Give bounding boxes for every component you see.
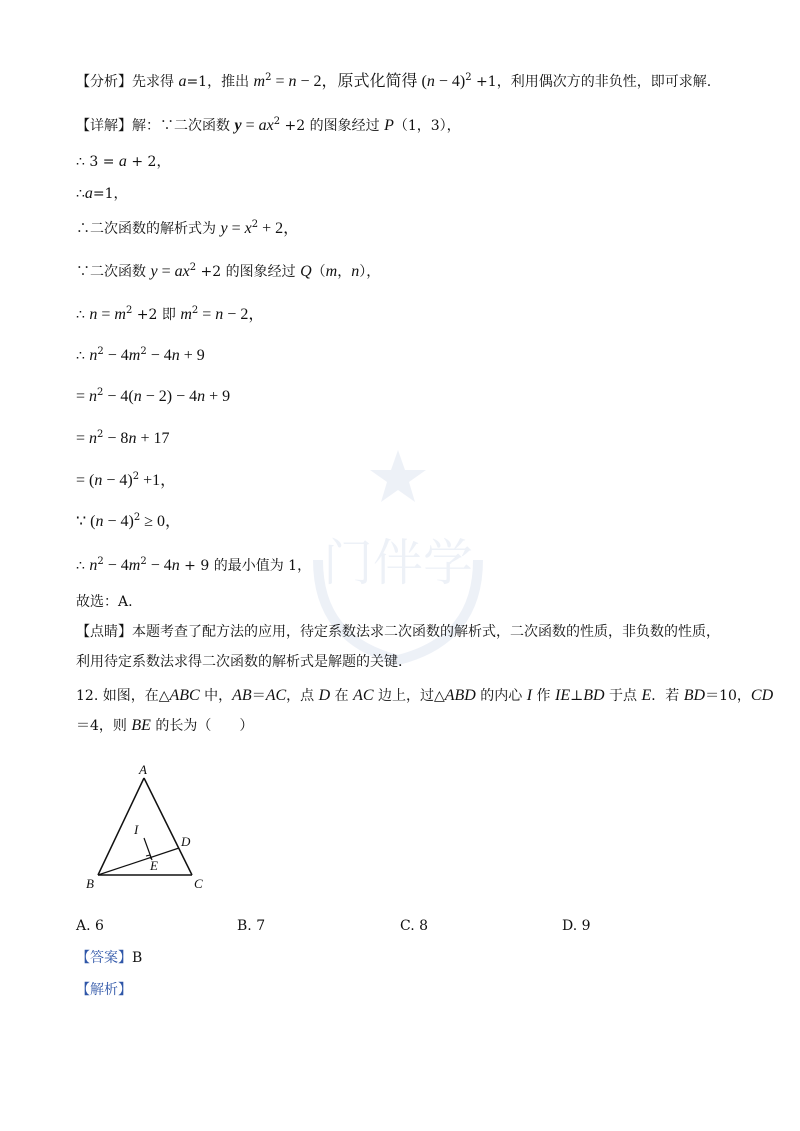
triangle-figure bbox=[80, 760, 220, 895]
solution-line-9: = $n^2 - 8n + 17$ bbox=[76, 429, 170, 447]
comment-line-1: 【点睛】本题考查了配方法的应用，待定系数法求二次函数的解析式，二次函数的性质，非负数的性质， bbox=[76, 624, 720, 640]
solution-line-4: ∴二次函数的解析式为 $y = x^2 + 2$， bbox=[76, 219, 300, 237]
label-a: A bbox=[139, 762, 147, 777]
label-d: D bbox=[181, 834, 191, 849]
option-a: A. 6 bbox=[76, 918, 104, 934]
svg-text:门伴学: 门伴学 bbox=[323, 534, 473, 592]
solution-line-6: ∴ $n = m^2 +2$ 即 $m^2 = n - 2$， bbox=[76, 305, 265, 323]
question-12-line-2: ＝4，则 BE 的长为（ ） bbox=[76, 717, 254, 734]
solution-line-3: ∴a=1， bbox=[76, 185, 128, 202]
solution-line-12: ∴ $n^2 - 4m^2 - 4n + 9$ 的最小值为 1， bbox=[76, 556, 312, 574]
answer-line: 【答案】B bbox=[76, 950, 143, 966]
option-c: C. 8 bbox=[400, 918, 429, 934]
watermark-logo bbox=[278, 440, 518, 680]
solution-line-13: 故选：A. bbox=[76, 594, 133, 610]
label-c: C bbox=[194, 876, 203, 891]
option-b: B. 7 bbox=[237, 918, 266, 934]
solution-line-1: 【详解】解：∵二次函数 $y = ax^2 +2$ 的图象经过 P（1，3）， bbox=[76, 116, 461, 134]
segment-bd bbox=[98, 848, 179, 875]
label-i: I bbox=[134, 822, 139, 837]
solution-line-7: ∴ $n^2 - 4m^2 - 4n + 9$ bbox=[76, 346, 205, 364]
label-b: B bbox=[86, 876, 94, 891]
analysis-line: 【分析】先求得 a=1，推出 $m^2 = n - 2$，原式化简得 $(n - 4)^2 +1$，利用偶次方的非负性，即可求解. bbox=[76, 72, 712, 90]
solution-line-8: = $n^2 - 4(n - 2) - 4n + 9$ bbox=[76, 387, 231, 405]
analysis-heading: 【解析】 bbox=[76, 982, 132, 998]
solution-line-5: ∵二次函数 $y = ax^2 +2$ 的图象经过 Q（m，n）， bbox=[76, 262, 381, 280]
option-d: D. 9 bbox=[562, 918, 591, 934]
solution-line-11: ∵ $(n - 4)^2 \ge 0$， bbox=[76, 512, 182, 530]
solution-line-10: = $(n - 4)^2 +1$， bbox=[76, 471, 177, 489]
comment-line-2: 利用待定系数法求得二次函数的解析式是解题的关键. bbox=[76, 654, 403, 670]
label-e: E bbox=[150, 858, 158, 873]
solution-line-2: ∴ 3 = a + 2， bbox=[76, 153, 171, 170]
question-12-line-1: 12. 如图，在△ABC 中，AB＝AC，点 D 在 AC 边上，过△ABD 的内心 I 作 IE⊥BD 于点 E．若 BD＝10，CD bbox=[76, 687, 774, 704]
